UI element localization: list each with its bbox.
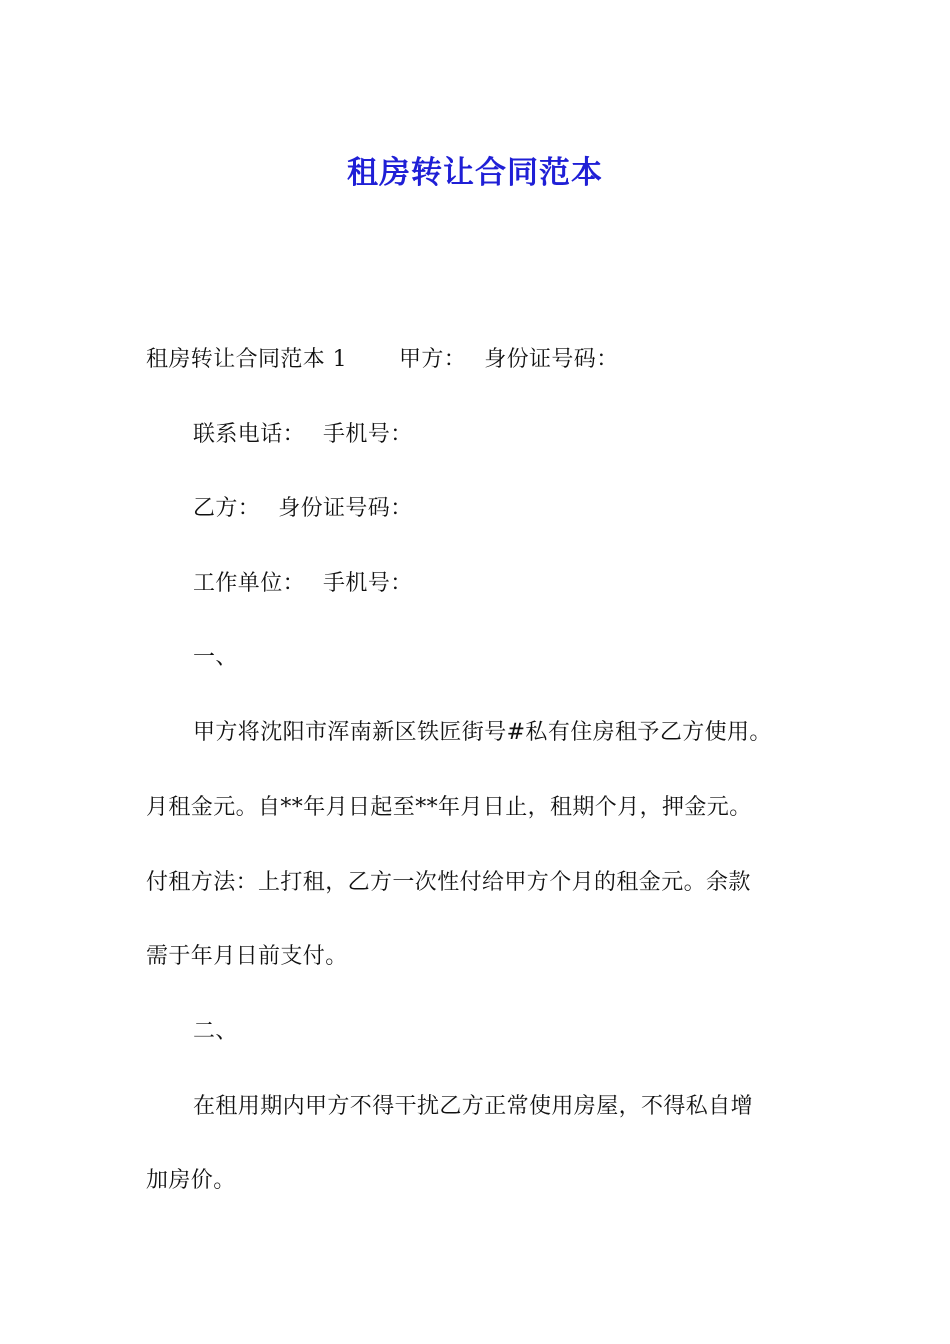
party-b-label: 乙方： xyxy=(193,496,261,521)
employer-label: 工作单位： xyxy=(193,571,306,596)
party-a-label: 甲方： xyxy=(399,347,467,372)
mobile-label: 手机号： xyxy=(323,422,413,447)
section-one-heading: 一、 xyxy=(193,645,238,670)
party-b-id-label: 身份证号码： xyxy=(278,496,413,521)
contact-line xyxy=(193,418,413,452)
section-two-heading: 二、 xyxy=(193,1019,238,1044)
document-title: 租房转让合同范本 xyxy=(347,154,603,191)
section-one-text-line: 月租金元。自**年月日起至**年月日止，租期个月，押金元。 xyxy=(146,795,752,820)
section-two-text-line: 加房价。 xyxy=(146,1168,236,1193)
party-a-id-label: 身份证号码： xyxy=(484,347,619,372)
section-one-text-line: 需于年月日前支付。 xyxy=(146,944,348,969)
party-b-mobile-label: 手机号： xyxy=(323,571,413,596)
contact-phone-label: 联系电话： xyxy=(193,422,306,447)
party-b-line xyxy=(193,492,413,526)
contract-header-line xyxy=(146,343,619,377)
employer-line xyxy=(193,567,413,601)
section-one-text-line: 付租方法：上打租，乙方一次性付给甲方个月的租金元。余款 xyxy=(146,870,751,895)
section-two-text-line: 在租用期内甲方不得干扰乙方正常使用房屋，不得私自增 xyxy=(193,1094,754,1119)
contract-subtitle: 租房转让合同范本 1 xyxy=(146,347,347,372)
section-one-text-line: 甲方将沈阳市浑南新区铁匠街号#私有住房租予乙方使用。 xyxy=(193,720,772,745)
